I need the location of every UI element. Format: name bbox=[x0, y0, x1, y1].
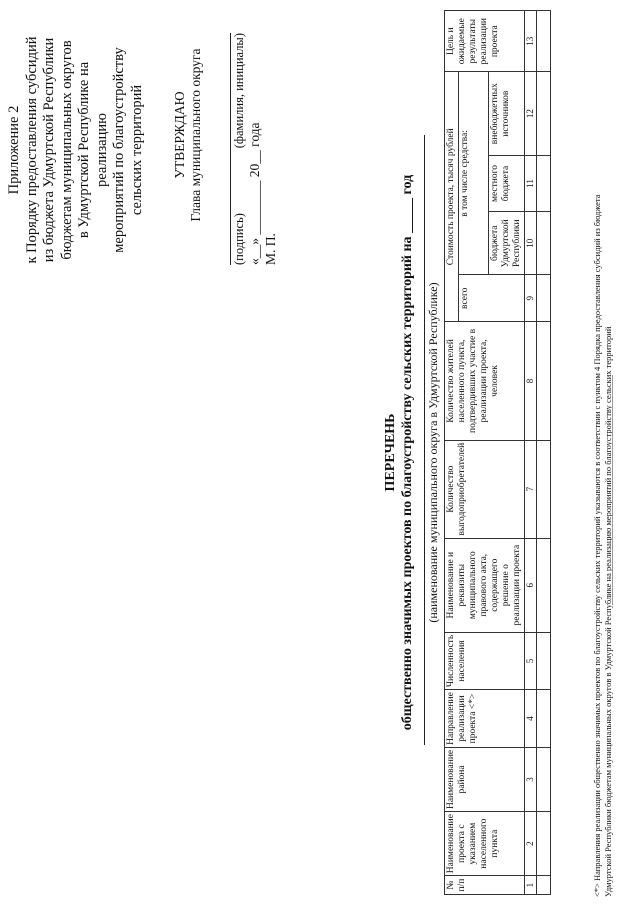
appendix-line: мероприятий по благоустройству bbox=[111, 47, 127, 253]
appendix-line: бюджетам муниципальных округов bbox=[58, 40, 75, 260]
stamp-label: М. П. bbox=[263, 233, 278, 265]
table-cell bbox=[537, 155, 551, 211]
appendix-header bbox=[6, 35, 146, 265]
appendix-line: Приложение 2 bbox=[6, 105, 22, 195]
footnote-line: Удмуртской Республики бюджетам муниципальных округов в Удмуртской Республике на реализацию мероприятий по благоустройству сельских территорий bbox=[603, 326, 613, 897]
col-header-local-budget: местного бюджета bbox=[489, 155, 525, 211]
column-number: 8 bbox=[525, 322, 537, 441]
document-title bbox=[382, 0, 416, 905]
table-row bbox=[537, 11, 551, 895]
table-cell bbox=[537, 322, 551, 441]
col-header-republic-budget: бюджета Удмуртской Республики bbox=[489, 212, 525, 275]
appendix-line: в Удмуртской Республике на реализацию bbox=[76, 61, 110, 239]
approval-heading: УТВЕРЖДАЮ bbox=[172, 91, 187, 179]
column-number: 2 bbox=[525, 812, 537, 876]
col-header-direction: Направление реализации проекта <*> bbox=[445, 690, 525, 748]
column-number: 4 bbox=[525, 690, 537, 748]
title-sub: общественно значимых проектов по благоустройству сельских территорий на _____ год bbox=[400, 174, 415, 731]
divider bbox=[612, 375, 613, 605]
table-cell bbox=[537, 876, 551, 895]
table-cell bbox=[537, 72, 551, 155]
signature-captions bbox=[231, 33, 247, 265]
col-header-project: Наименование проекта с указанием населенного пункта bbox=[445, 812, 525, 876]
column-number: 11 bbox=[525, 155, 537, 211]
table-cell bbox=[537, 747, 551, 811]
initials-caption: (фамилия, инициалы) bbox=[232, 33, 246, 149]
table-cell bbox=[537, 538, 551, 632]
org-name-caption: (наименование муниципального округа в Удмуртской Республике) bbox=[426, 282, 440, 623]
appendix-line: сельских территорий bbox=[128, 84, 145, 216]
column-number: 1 bbox=[525, 876, 537, 895]
column-number: 3 bbox=[525, 747, 537, 811]
appendix-line: из бюджета Удмуртской Республики bbox=[41, 37, 57, 263]
appendix-line: к Порядку предоставления субсидий bbox=[23, 36, 40, 264]
column-number: 6 bbox=[525, 538, 537, 632]
column-number: 9 bbox=[525, 275, 537, 322]
col-header-beneficiaries: Количество выгодоприобретателей bbox=[445, 440, 525, 538]
table-cell bbox=[537, 632, 551, 689]
col-header-num: № п/п bbox=[445, 876, 525, 895]
table-header-row bbox=[445, 11, 459, 895]
footnote-line: <*> Направления реализации общественно значимых проектов по благоустройству сельских территорий указываются в соответствии с пунктом 4 Порядка предоставления субсидий из бюджета bbox=[592, 194, 602, 897]
table-cell bbox=[537, 11, 551, 72]
col-header-goal: Цель и ожидаемые результаты реализации проекта bbox=[445, 11, 525, 72]
col-header-cost: Стоимость проекта, тысяч рублей bbox=[445, 72, 459, 322]
column-number: 10 bbox=[525, 212, 537, 275]
approval-block bbox=[172, 5, 279, 265]
col-header-including: в том числе средства: bbox=[459, 72, 489, 275]
date-line: «__» ________ 20__ года bbox=[247, 122, 262, 265]
signature-line bbox=[216, 33, 231, 265]
table-cell bbox=[537, 212, 551, 275]
col-header-district: Наименование района bbox=[445, 747, 525, 811]
table-cell bbox=[537, 690, 551, 748]
title-main: ПЕРЕЧЕНЬ bbox=[383, 413, 398, 492]
table-cell bbox=[537, 275, 551, 322]
col-header-legal-act: Наименование и реквизиты муниципального правового акта, содержащего решение о реализации проекта bbox=[445, 538, 525, 632]
projects-table bbox=[444, 10, 551, 895]
column-number: 5 bbox=[525, 632, 537, 689]
table-cell bbox=[537, 440, 551, 538]
table-cell bbox=[537, 812, 551, 876]
signature-caption: (подпись) bbox=[232, 213, 246, 265]
col-header-total: всего bbox=[459, 275, 525, 322]
column-number: 7 bbox=[525, 440, 537, 538]
footnote bbox=[592, 12, 614, 897]
col-header-population: Численность населения bbox=[445, 632, 525, 689]
approval-role: Глава муниципального округа bbox=[188, 48, 203, 222]
column-number: 12 bbox=[525, 72, 537, 155]
column-number: 13 bbox=[525, 11, 537, 72]
col-header-extrabudget: внебюджетных источников bbox=[489, 72, 525, 155]
org-name-line bbox=[422, 135, 425, 745]
column-number-row bbox=[525, 11, 537, 895]
col-header-residents: Количество жителей населенного пункта, подтвердивших участие в реализации проекта, человек bbox=[445, 322, 525, 441]
